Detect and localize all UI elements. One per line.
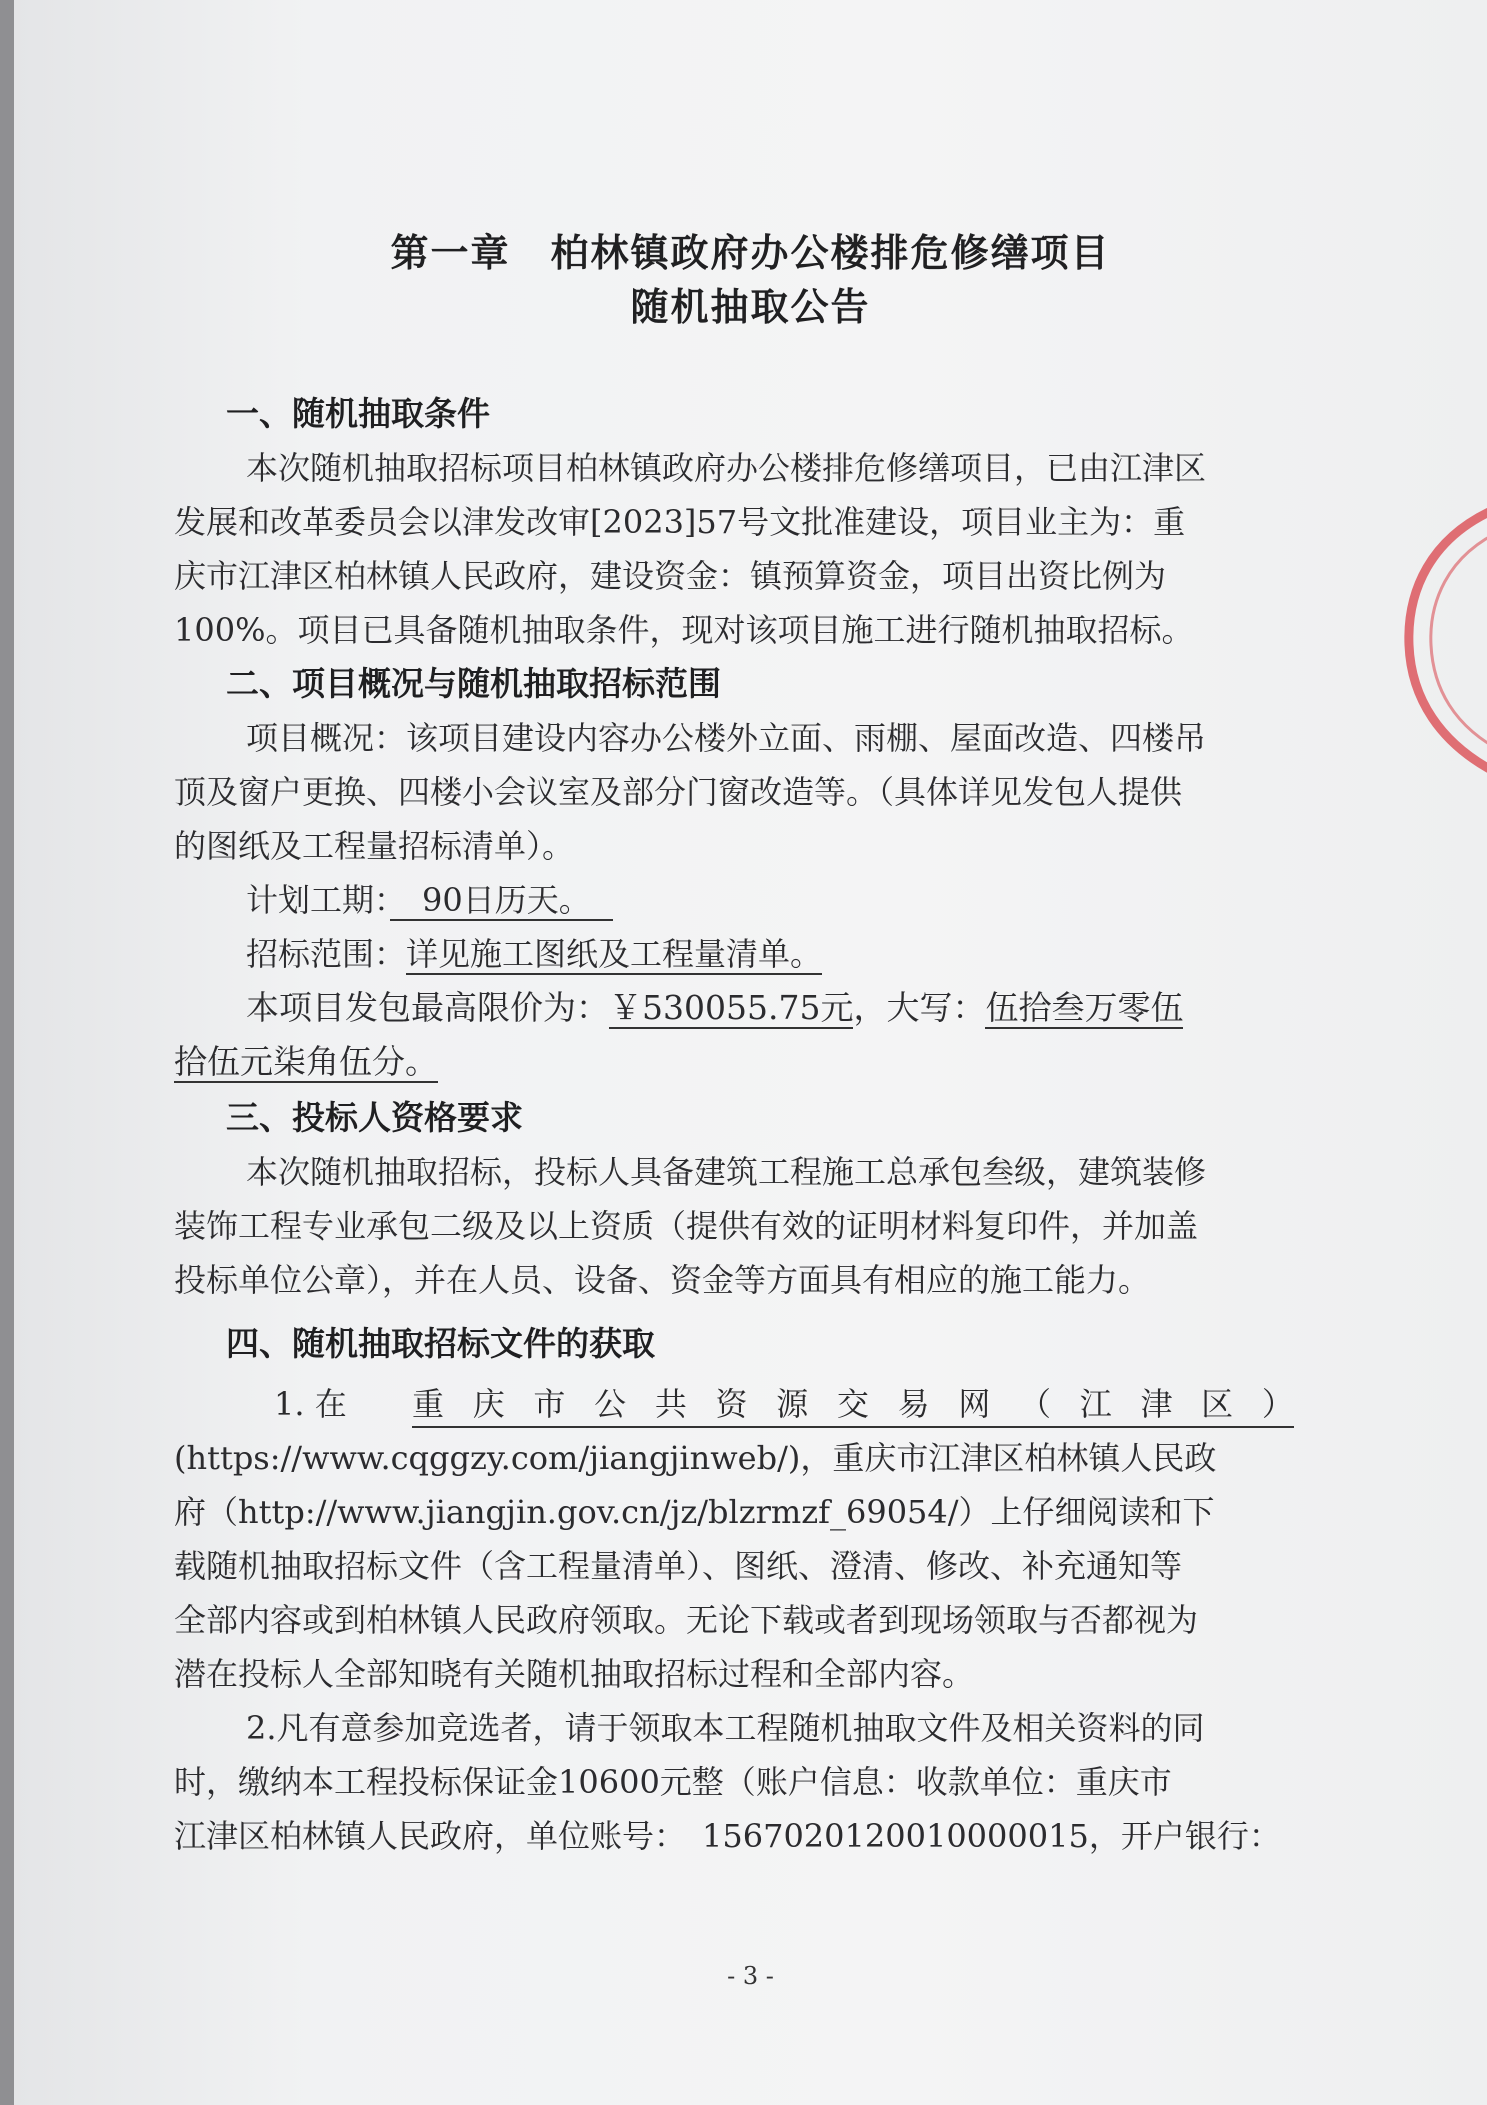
link-char: 共 [654,1385,687,1423]
section-2-heading: 二、项目概况与随机抽取招标范围 [226,664,721,703]
section-3-line-3: 投标单位公章），并在人员、设备、资金等方面具有相应的施工能力。 [174,1261,1151,1299]
link-char: 重 [412,1385,445,1423]
section-1-line-3: 庆市江津区柏林镇人民政府，建设资金：镇预算资金，项目出资比例为 [174,557,1167,595]
max-price-value: ￥530055.75元 [609,988,854,1027]
section-4-line-4: 载随机抽取招标文件（含工程量清单）、图纸、澄清、修改、补充通知等 [174,1547,1183,1585]
page-number: - 3 - [727,1962,774,1990]
max-price-label: 本项目发包最高限价为： [246,988,609,1027]
link-char: 江 [1079,1385,1112,1423]
link-char: 交 [836,1385,869,1423]
max-price-words-2: 拾伍元柒角伍分。 [174,1042,438,1081]
section-2-line-2: 顶及窗户更换、四楼小会议室及部分门窗改造等。（具体详见发包人提供 [174,773,1183,811]
section-1-line-2: 发展和改革委员会以津发改审[2023]57号文批准建设，项目业主为：重 [174,503,1186,541]
item-2-line-3: 江津区柏林镇人民政府，单位账号： 1567020120010000015，开户银行： [174,1817,1281,1855]
section-3-line-2: 装饰工程专业承包二级及以上资质（提供有效的证明材料复印件，并加盖 [174,1207,1199,1245]
section-4-line-3: 府（http://www.jiangjin.gov.cn/jz/blzrmzf_69054/）上仔细阅读和下 [174,1493,1215,1531]
item-1-prefix: 1. 在 [274,1385,347,1423]
section-2-line-1: 项目概况：该项目建设内容办公楼外立面、雨棚、屋面改造、四楼吊 [246,719,1207,757]
link-char: 源 [776,1385,809,1423]
red-seal-stamp [1387,495,1487,785]
link-char: 市 [533,1385,566,1423]
construction-period-value: 90日历天。 [390,881,613,921]
section-3-line-1: 本次随机抽取招标，投标人具备建筑工程施工总承包叁级，建筑装修 [246,1153,1207,1191]
link-char: 资 [715,1385,748,1423]
section-4-line-6: 潜在投标人全部知晓有关随机抽取招标过程和全部内容。 [174,1655,975,1693]
link-char: 庆 [472,1385,505,1423]
section-1-line-1: 本次随机抽取招标项目柏林镇政府办公楼排危修缮项目，已由江津区 [246,449,1207,487]
section-4-line-5: 全部内容或到柏林镇人民政府领取。无论下载或者到现场领取与否都视为 [174,1601,1199,1639]
link-char: 网 [958,1385,991,1423]
announcement-title: 随机抽取公告 [630,284,871,329]
bid-scope-value: 详见施工图纸及工程量清单。 [406,935,823,973]
max-price-words-1: 伍拾叁万零伍 [985,988,1184,1027]
item-2-line-2: 时，缴纳本工程投标保证金10600元整（账户信息：收款单位：重庆市 [174,1763,1172,1801]
chapter-title: 第一章 柏林镇政府办公楼排危修缮项目 [390,230,1111,275]
link-char: 区 [1201,1385,1234,1423]
cqggzy-link[interactable] [412,1382,1294,1428]
bid-scope-row [246,932,1376,976]
section-3-heading: 三、投标人资格要求 [226,1098,523,1137]
section-4-line-2: (https://www.cqggzy.com/jiangjinweb/)，重庆市江津区柏林镇人民政 [174,1439,1217,1477]
section-1-heading: 一、随机抽取条件 [226,394,490,433]
construction-period-label: 计划工期： [246,881,391,919]
max-price-row-2 [174,1040,1304,1084]
document-page [14,0,1487,2105]
link-char: 易 [897,1385,930,1423]
link-char: ） [1261,1385,1294,1423]
section-2-line-3: 的图纸及工程量招标清单）。 [174,827,575,865]
construction-period-row [246,878,1376,922]
max-price-row [246,986,1376,1030]
link-char: （ [1019,1385,1052,1423]
section-4-heading: 四、随机抽取招标文件的获取 [226,1324,655,1363]
link-char: 津 [1140,1385,1173,1423]
max-price-mid: ，大写： [853,988,986,1027]
bid-scope-label: 招标范围： [246,935,407,973]
item-2-line-1: 2.凡有意参加竞选者，请于领取本工程随机抽取文件及相关资料的同 [246,1709,1205,1747]
section-1-line-4: 100%。项目已具备随机抽取条件，现对该项目施工进行随机抽取招标。 [174,611,1194,649]
link-char: 公 [594,1385,627,1423]
